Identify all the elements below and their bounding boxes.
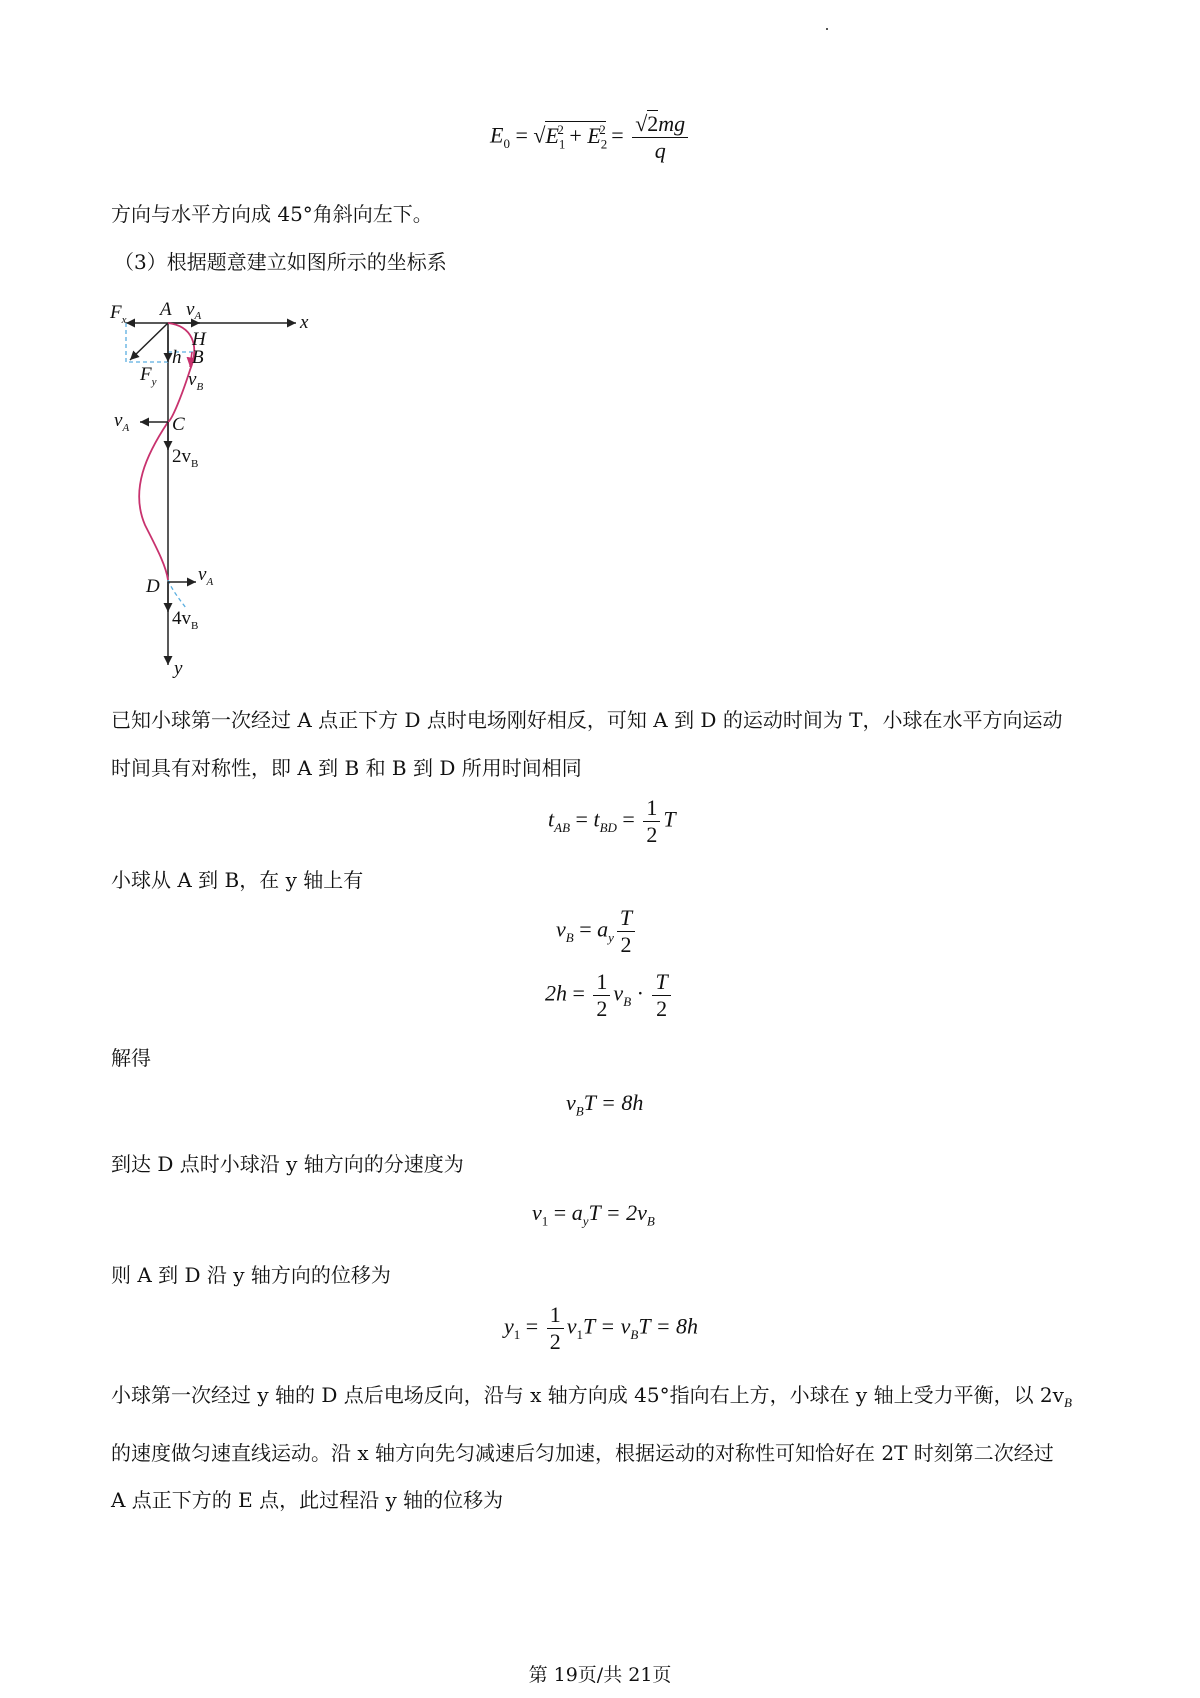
eq-symbol: 2h — [545, 980, 567, 1006]
coordinate-diagram — [100, 290, 320, 680]
eq-sup: 2 — [557, 122, 564, 138]
eq-op: = — [616, 806, 641, 832]
label-y-axis: y — [174, 658, 183, 679]
eq-symbol: T = 8h — [583, 1090, 644, 1115]
equation-v1 — [532, 1200, 655, 1229]
eq-symbol: E — [545, 122, 559, 148]
eq-sub: B — [575, 1103, 584, 1119]
eq-symbol: T = 8h — [638, 1313, 699, 1339]
label-x-axis: x — [300, 312, 309, 333]
eq-symbol: T = 2v — [588, 1200, 647, 1225]
eq-op: = — [567, 980, 591, 1006]
eq-symbol: v — [556, 916, 566, 942]
stray-dot — [826, 28, 828, 30]
sqrt-body — [545, 121, 608, 152]
page-footer: 第 19页/共 21页 — [528, 1664, 672, 1686]
label-c: C — [172, 414, 185, 435]
sqrt-icon: √ — [635, 111, 648, 136]
text-displacement: 则 A 到 D 沿 y 轴方向的位移为 — [111, 1263, 391, 1287]
eq-numerator: 1 — [593, 970, 610, 996]
eq-op: · — [631, 980, 650, 1006]
text-a-to-b: 小球从 A 到 B，在 y 轴上有 — [111, 868, 364, 892]
eq-op: = — [548, 1200, 572, 1225]
eq-symbol: E — [587, 122, 601, 148]
text-reach-d: 到达 D 点时小球沿 y 轴方向的分速度为 — [111, 1152, 464, 1176]
eq-denominator: 2 — [656, 996, 668, 1022]
eq-op: = — [605, 122, 630, 148]
label-va-top: $v_A$ — [186, 299, 202, 322]
equation-e0 — [490, 112, 691, 163]
eq-symbol: v — [613, 980, 624, 1006]
label-b: B — [192, 347, 204, 368]
label-2vb: $2v_B$ — [172, 446, 199, 470]
eq-denominator: 2 — [620, 932, 632, 958]
eq-sup: 2 — [599, 122, 606, 138]
eq-numerator: T — [652, 970, 670, 996]
eq-symbol: a — [571, 1200, 583, 1225]
eq-sub: B — [623, 994, 632, 1010]
text-p2-line1 — [111, 1383, 1101, 1411]
eq-numerator: 1 — [547, 1303, 564, 1329]
label-va-right: $v_A$ — [198, 564, 214, 588]
eq-sub: B — [565, 930, 574, 946]
eq-sub: 2 — [600, 136, 608, 152]
eq-sub: B — [646, 1213, 655, 1229]
eq-denominator: q — [654, 138, 666, 164]
text-p2-line3: A 点正下方的 E 点，此过程沿 y 轴的位移为 — [111, 1488, 504, 1512]
eq-denominator: 2 — [549, 1329, 561, 1355]
eq-numerator: 1 — [643, 796, 660, 822]
eq-denominator: 2 — [646, 822, 658, 848]
eq-op: = — [520, 1313, 544, 1339]
eq-sub: y — [582, 1213, 589, 1229]
eq-sub: AB — [554, 820, 571, 836]
text-solve: 解得 — [111, 1046, 151, 1070]
label-fy: $F_y$ — [140, 364, 157, 388]
eq-sub: 1 — [558, 136, 566, 152]
eq-fraction — [547, 1303, 564, 1354]
label-h-upper: H — [192, 329, 206, 350]
eq-symbol: mg — [658, 111, 686, 136]
eq-numerator — [632, 112, 688, 138]
eq-sub: B — [630, 1327, 639, 1343]
eq-sub: 1 — [541, 1213, 549, 1229]
eq-sub: y — [608, 930, 614, 946]
dashed-continuation — [168, 580, 186, 608]
text-part3: （3）根据题意建立如图所示的坐标系 — [114, 250, 447, 274]
label-a: A — [160, 299, 172, 320]
eq-sub: B — [1063, 1395, 1072, 1410]
eq-sub: 1 — [576, 1327, 583, 1343]
eq-fraction — [617, 906, 635, 957]
eq-symbol: T — [663, 806, 676, 832]
equation-vb — [556, 906, 638, 957]
text-p1-line2: 时间具有对称性，即 A 到 B 和 B 到 D 所用时间相同 — [111, 756, 582, 780]
eq-sub: BD — [599, 820, 617, 836]
eq-symbol: t — [548, 806, 555, 832]
eq-op: = — [570, 806, 594, 832]
label-4vb: $4v_B$ — [172, 608, 199, 632]
equation-vbt — [566, 1090, 643, 1119]
force-arrow — [130, 323, 168, 360]
eq-symbol: T = v — [582, 1313, 631, 1339]
eq-fraction — [652, 970, 670, 1021]
eq-number: 2 — [647, 111, 659, 136]
eq-symbol: a — [597, 916, 609, 942]
eq-fraction — [593, 970, 610, 1021]
eq-fraction — [643, 796, 660, 847]
eq-symbol: t — [593, 806, 600, 832]
label-vb: $v_B$ — [188, 369, 204, 393]
equation-y1 — [504, 1303, 698, 1354]
equation-tab — [548, 796, 676, 847]
text-p2-line1-body: 小球第一次经过 y 轴的 D 点后电场反向，沿与 x 轴方向成 45°指向右上方，小球在 y 轴上受力平衡，以 2v — [111, 1383, 1064, 1407]
label-d: D — [146, 576, 160, 597]
eq-fraction — [632, 112, 688, 163]
eq-op: = — [573, 916, 598, 942]
eq-symbol: v — [566, 1313, 577, 1339]
text-p2-line2: 的速度做匀速直线运动。沿 x 轴方向先匀减速后匀加速，根据运动的对称性可知恰好在 2T 时刻第二次经过 — [111, 1441, 1054, 1465]
label-va-left: $v_A$ — [114, 410, 130, 434]
eq-symbol: E — [490, 122, 504, 148]
eq-op: + — [563, 122, 588, 148]
text-p1-line1: 已知小球第一次经过 A 点正下方 D 点时电场刚好相反，可知 A 到 D 的运动时间为 T，小球在水平方向运动 — [111, 708, 1063, 732]
eq-sub: 1 — [513, 1327, 521, 1343]
label-h: h — [172, 347, 182, 368]
equation-2h — [545, 970, 674, 1021]
eq-symbol: v — [566, 1090, 576, 1115]
eq-symbol: v — [532, 1200, 542, 1225]
eq-op: = — [509, 122, 534, 148]
eq-denominator: 2 — [596, 996, 608, 1022]
eq-numerator: T — [617, 906, 635, 932]
eq-symbol: y — [504, 1313, 514, 1339]
sqrt-icon: √ — [533, 122, 546, 148]
eq-sub: 0 — [503, 136, 510, 152]
text-direction: 方向与水平方向成 45°角斜向左下。 — [111, 202, 433, 226]
label-fx: $F_x$ — [110, 302, 127, 326]
